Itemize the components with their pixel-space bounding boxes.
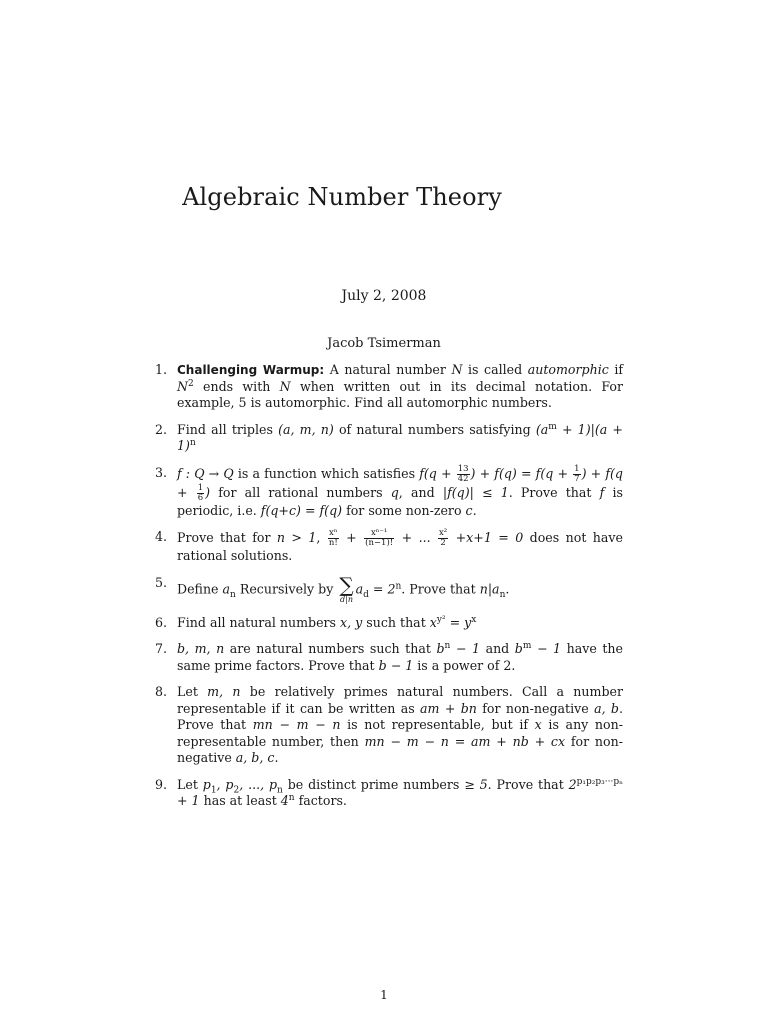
problem-text: . Prove that [508,484,600,500]
math: b [514,641,523,656]
emphasis: automorphic [527,362,609,377]
math: x [429,614,437,630]
problem-text: for non-negative [476,700,595,716]
superscript: 2 [188,378,194,389]
problem-text: A natural number [324,362,452,377]
problem-text: Find all triples [177,421,279,437]
problem-6 [155,615,623,632]
problem-text: ends with [193,378,280,394]
problem-number: 6. [155,614,168,630]
numerator: xⁿ [329,528,338,538]
denominator: 2 [440,538,446,548]
math: 2 [568,776,577,792]
superscript: n [189,437,196,448]
document-title: Algebraic Number Theory [182,183,502,211]
denominator: 7 [574,473,580,484]
problem-list [155,362,623,820]
problem-number: 1. [155,362,168,377]
problem-text: does not have rational solutions. [177,530,623,563]
math: f(q+c) = f(q) [260,502,343,518]
problem-lead: Challenging Warmup: [177,363,325,377]
problem-text: and [480,641,515,656]
problem-2 [155,422,623,455]
problem-text: are natural numbers such that [224,641,437,656]
fraction [328,529,339,548]
math: − 1 [531,641,562,656]
problem-text: Find all natural numbers [177,614,341,630]
math: b, m, n [177,641,225,656]
problem-text: is a power of 2. [413,657,516,673]
math: + 1 [177,793,200,808]
subscript: n [277,785,283,796]
denominator: 42 [457,473,469,484]
math: ) + f(q + [177,465,623,500]
problem-text: . [505,581,510,596]
problem-text: have the same prime factors. Prove that [177,641,623,673]
problem-text: Recursively by [235,581,338,596]
problem-text: has at least [199,793,281,808]
problem-number: 7. [155,641,168,656]
math: − 1 [450,641,481,656]
subscript: n [499,589,506,600]
math: (a [535,421,549,437]
fraction [364,529,394,548]
superscript: m [548,421,557,432]
problem-text: factors. [294,793,347,808]
problem-text: , and [398,484,443,500]
problem-text: is any non-representable number, then [177,717,623,749]
problem-text: for non-negative [177,733,623,765]
document-author: Jacob Tsimerman [327,336,441,351]
math: mn − m − n [252,717,341,732]
problem-text: of natural numbers satisfying [333,421,536,437]
problem-text: is a function which satisfies [233,465,420,481]
problem-text: Let [177,776,203,792]
math: f : Q → Q [177,465,234,481]
numerator: x² [439,528,448,538]
math: a, b, c [235,750,275,765]
math: f(q + [419,465,456,481]
math: b − 1 [378,657,414,673]
numerator: 1 [197,482,204,493]
sigma-symbol: ∑ [339,572,354,597]
problem-text: such that [362,614,430,630]
math: c [465,502,473,518]
math: +x+1 = 0 [449,530,524,545]
problem-text: for some non-zero [342,502,466,518]
problem-5 [155,572,623,605]
math: a, b [594,700,619,716]
problem-8 [155,684,623,767]
numerator: 13 [457,463,469,474]
fraction [573,465,580,484]
problem-1 [155,362,623,412]
math: N [451,362,463,377]
math: + 1)|(a + 1) [177,421,623,453]
problem-text: Define [177,581,223,596]
math: = 2 [368,581,396,596]
superscript: y² [436,614,446,625]
math: am + bn [420,700,477,716]
math: |f(q)| ≤ 1 [442,484,509,500]
math: x [534,717,542,732]
math: ≥ 5 [464,776,488,792]
math: n > 1 [276,530,317,545]
denominator: (n−1)! [365,538,394,548]
denominator: n! [328,538,338,548]
summation [339,572,354,605]
problem-number: 9. [155,776,168,792]
math: n|a [479,581,500,596]
superscript: m [522,640,532,651]
math: f [599,484,605,500]
problem-3 [155,465,623,520]
problem-text: if [608,362,624,377]
problem-4 [155,529,623,565]
problem-text: is not representable, but if [340,717,535,732]
problem-text: , [316,530,327,545]
math: , p [216,776,234,792]
superscript: n [395,580,402,591]
problem-text: . Prove that [401,581,480,596]
fraction [438,529,448,548]
problem-text: when written out in its decimal notation. For example, 5 is automorphic. Find all automorphic numbers. [177,378,623,410]
math: a [355,581,364,596]
math: + [339,530,364,545]
problem-text: is periodic, i.e. [177,484,623,518]
numerator: xⁿ⁻¹ [364,529,394,539]
document-date: July 2, 2008 [341,288,427,304]
fraction [197,484,204,503]
math: mn − m − n = am + nb + cx [364,733,566,749]
math: N [279,378,291,394]
math: , ..., p [239,776,278,792]
subscript: d [363,589,369,600]
numerator: 1 [574,463,580,474]
problem-text: . [472,502,477,518]
math: a [222,581,231,596]
problem-number: 4. [155,529,168,544]
math: b [436,641,445,656]
problem-9 [155,777,623,810]
math: x, y [340,614,363,630]
problem-7 [155,641,623,674]
problem-text: be relatively primes natural numbers. Call a number representable if it can be written as [177,684,623,716]
problem-text: . Prove that [177,700,623,732]
denominator: 6 [197,492,204,503]
problem-number: 8. [155,684,168,699]
problem-text: for all rational numbers [210,484,391,500]
math: ) + f(q) = f(q + [470,465,573,481]
problem-text: . Prove that [487,776,569,792]
problem-text: be distinct prime numbers [282,776,465,792]
math: N [177,378,189,394]
math: p [202,776,211,792]
math: (a, m, n) [278,421,334,437]
problem-text: . [274,750,279,765]
superscript: n [288,792,295,803]
subscript: 2 [233,785,240,796]
problem-text: is called [462,362,528,377]
subscript: n [230,589,236,600]
math: m, n [207,684,241,699]
math: 4 [280,793,289,808]
superscript: p₁p₂p₃···pₙ [576,776,623,787]
math: ) [205,484,211,500]
subscript: 1 [210,785,217,796]
superscript: x [471,614,477,625]
superscript: n [444,640,451,651]
problem-number: 3. [155,464,168,480]
problem-text: Prove that for [177,530,277,545]
math: q [390,484,399,500]
summation-index: d|n [340,594,353,604]
page-number: 1 [380,988,388,1002]
math: + ... [395,530,437,545]
math: = y [445,614,472,630]
problem-number: 5. [155,574,168,590]
problem-text: Let [177,684,208,699]
fraction [457,465,470,484]
problem-number: 2. [155,421,168,437]
